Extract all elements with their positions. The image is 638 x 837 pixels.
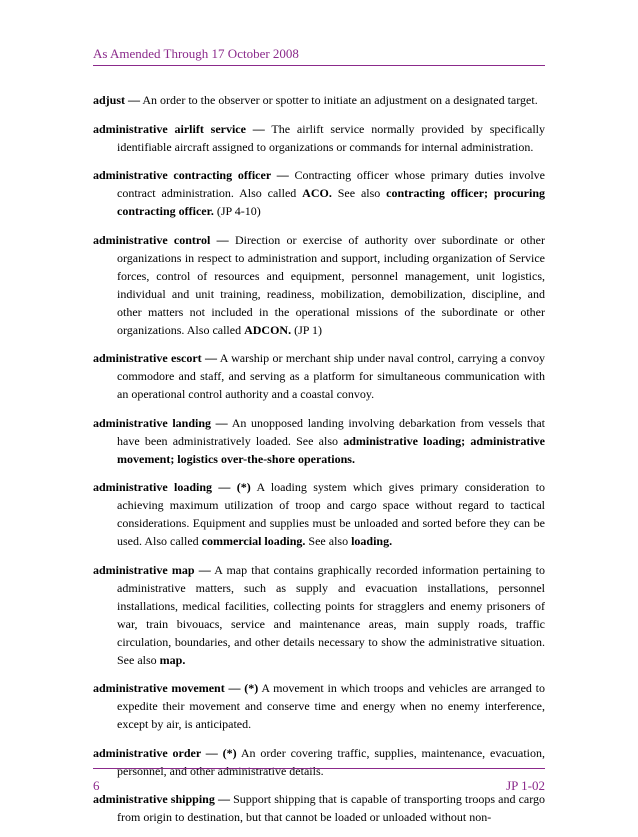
glossary-content (93, 91, 545, 837)
entry-administrative-escort (93, 349, 545, 403)
entry-definition: A movement in which troops and vehicles are arranged to expedite their movement and conserve time and energy when no enemy interference, except by air, is anticipated. (117, 681, 546, 731)
acronym: ADCON. (244, 322, 292, 337)
page-number: 6 (93, 778, 100, 793)
running-header: As Amended Through 17 October 2008 (93, 46, 299, 61)
entry-definition: An order covering traffic, supplies, maintenance, evacuation, personnel, and other administrative details. (117, 745, 546, 778)
entry-definition: Contracting officer whose primary duties involve contract administration. Also called (117, 168, 546, 200)
entry-definition: An order to the observer or spotter to initiate an adjustment on a designated target. (142, 93, 538, 107)
source-reference: (JP 1) (294, 322, 322, 337)
entry-definition: The airlift service normally provided by specifically identifiable aircraft assigned to organizations or commands for internal administration. (117, 121, 545, 154)
see-also-terms: map. (159, 652, 186, 667)
entry-administrative-contracting-officer (93, 166, 545, 220)
entry-term: administrative landing — (93, 415, 228, 430)
entry-term: administrative movement — (*) (93, 681, 259, 695)
entry-adjust (93, 91, 545, 109)
entry-administrative-shipping (93, 790, 545, 826)
entry-term: administrative order — (*) (93, 745, 237, 760)
entry-administrative-movement (93, 679, 545, 733)
entry-term: administrative contracting officer — (93, 168, 289, 182)
entry-definition: Direction or exercise of authority over subordinate or other organizations in respect to administration and support, including organization of Service forces, control of resources and equipment, personnel management, unit logistics, individual and unit training, readiness, mobilization, demobilization, discipline, and other matters not included in the operational missions of the subordinate or other organizations. Also called (117, 232, 546, 337)
see-also-label: See also (308, 534, 349, 548)
also-called-term: commercial loading. (201, 534, 306, 548)
entry-term: administrative escort — (93, 351, 218, 365)
entry-definition: An unopposed landing involving debarkation from vessels that have been administratively loaded. See also (117, 415, 545, 448)
entry-term: administrative shipping — (93, 792, 230, 806)
source-reference: (JP 4-10) (216, 204, 261, 218)
entry-term: administrative airlift service — (93, 121, 265, 136)
entry-definition: A map that contains graphically recorded information pertaining to administrative matters, such as supply and evacuation installations, personnel installations, medical facilities, collecting points for stragglers and enemy prisoners of war, train bivouacs, service and maintenance areas, main supply roads, traffic circulation, boundaries, and other details necessary to show the administrative situation. See also (117, 562, 545, 667)
see-also-terms: contracting officer; procuring contracting officer. (117, 186, 546, 218)
entry-term: administrative loading — (*) (93, 480, 251, 494)
entry-term: administrative map — (93, 562, 211, 577)
see-also-label: See also (337, 186, 381, 200)
entry-administrative-loading (93, 478, 545, 550)
entry-definition: A warship or merchant ship under naval control, carrying a convoy commodore and staff, and serving as a platform for simultaneous communication with an operational control authority and a coastal convoy. (117, 351, 545, 401)
entry-definition: A loading system which gives primary consideration to achieving maximum utilization of troop and cargo space without regard to tactical considerations. Equipment and supplies must be unloaded and sorted before they can be used. Also called (117, 480, 545, 548)
entry-administrative-order (93, 744, 545, 780)
entry-administrative-control (93, 231, 545, 339)
see-also-terms: loading. (351, 534, 393, 548)
entry-term: administrative control — (93, 232, 229, 247)
see-also-terms: administrative loading; administrative movement; logistics over-the-shore operations. (117, 433, 545, 466)
header-rule (93, 65, 545, 66)
entry-administrative-landing (93, 414, 545, 468)
acronym: ACO. (302, 186, 332, 200)
footer-rule (93, 768, 545, 769)
entry-definition: Support shipping that is capable of transporting troops and cargo from origin to destination, but that cannot be loaded or unloaded without non- (117, 792, 546, 824)
entry-administrative-map (93, 561, 545, 669)
publication-id: JP 1-02 (506, 778, 545, 793)
entry-term: adjust — (93, 93, 141, 107)
entry-administrative-airlift-service (93, 120, 545, 156)
